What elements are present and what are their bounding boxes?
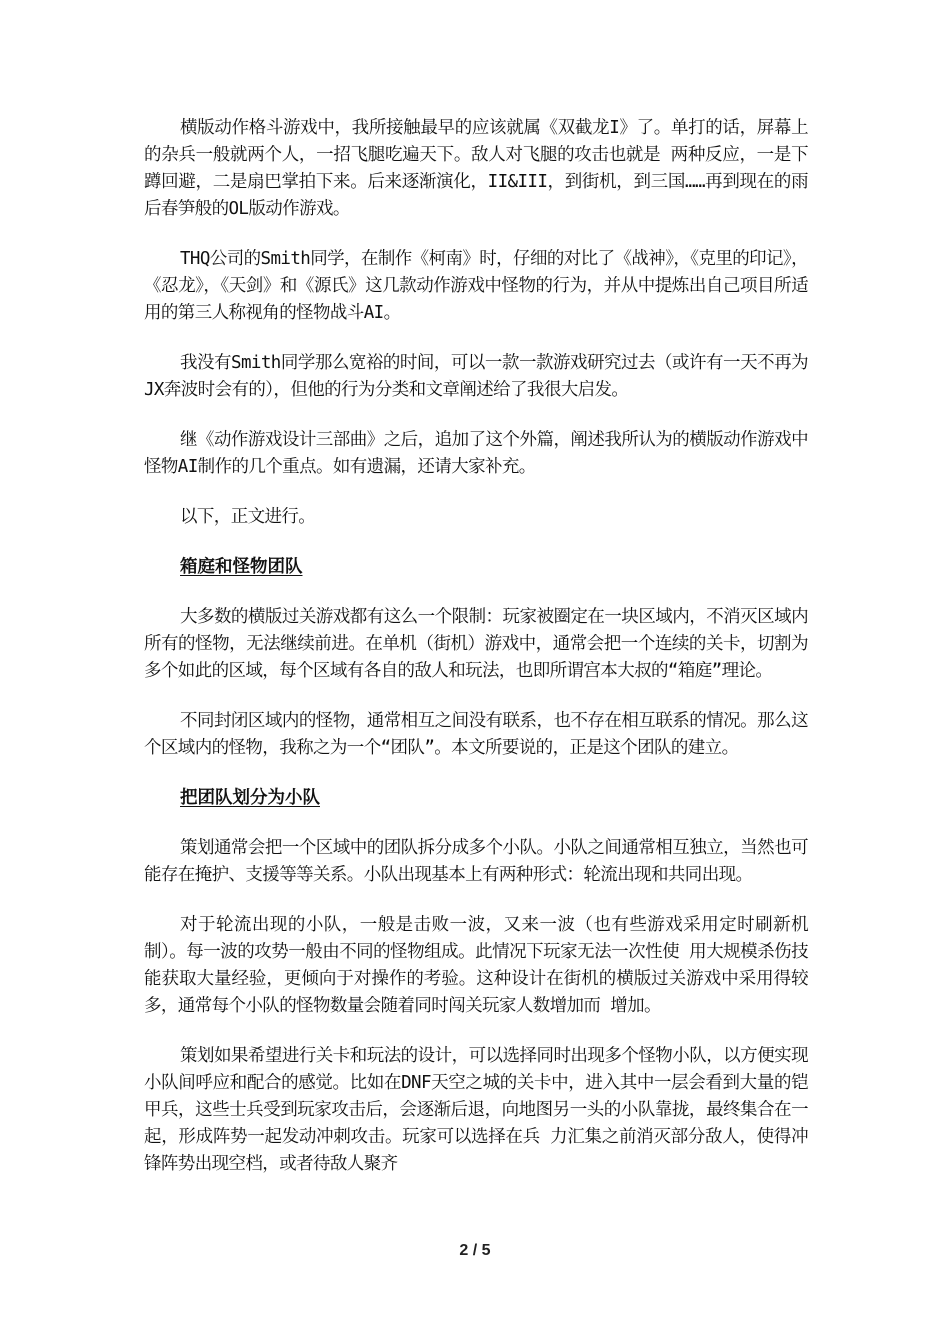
paragraph: 策划如果希望进行关卡和玩法的设计，可以选择同时出现多个怪物小队，以方便实现小队间呼应和配合的感觉。比如在DNF天空之城的关卡中，进入其中一层会看到大量的铠甲兵，这些士兵受到玩家攻击后，会逐渐后退，向地图另一头的小队靠拢，最终集合在一起，形成阵势一起发动冲刺攻击。玩家可以选择在兵 力汇集之前消灭部分敌人，使得冲锋阵势出现空档，或者待敌人聚齐 [144, 1046, 808, 1174]
page-content [144, 115, 808, 1201]
page-number: 2 / 5 [459, 1242, 491, 1259]
paragraph: 策划通常会把一个区域中的团队拆分成多个小队。小队之间通常相互独立，当然也可能存在掩护、支援等等关系。小队出现基本上有两种形式：轮流出现和共同出现。 [144, 838, 808, 885]
section-heading-box-garden: 箱庭和怪物团队 [180, 557, 303, 577]
paragraph: 我没有Smith同学那么宽裕的时间，可以一款一款游戏研究过去（或许有一天不再为JX奔波时会有的），但他的行为分类和文章阐述给了我很大启发。 [144, 353, 808, 400]
paragraph: THQ公司的Smith同学，在制作《柯南》时，仔细的对比了《战神》，《克里的印记》，《忍龙》，《天剑》和《源氏》这几款动作游戏中怪物的行为，并从中提炼出自己项目所适用的第三人称视角的怪物战斗AI。 [144, 249, 808, 323]
paragraph: 横版动作格斗游戏中，我所接触最早的应该就属《双截龙I》了。单打的话，屏幕上的杂兵一般就两个人，一招飞腿吃遍天下。敌人对飞腿的攻击也就是 两种反应，一是下蹲回避，二是扇巴掌拍下来。后来逐渐演化，II&III，到街机，到三国……再到现在的雨后春笋般的OL版动作游戏。 [144, 118, 808, 219]
paragraph: 大多数的横版过关游戏都有这么一个限制：玩家被圈定在一块区域内，不消灭区域内所有的怪物，无法继续前进。在单机（街机）游戏中，通常会把一个连续的关卡，切割为多个如此的区域，每个区域有各自的敌人和玩法，也即所谓宫本大叔的“箱庭”理论。 [144, 607, 808, 681]
paragraph: 以下，正文进行。 [180, 507, 316, 527]
paragraph: 继《动作游戏设计三部曲》之后，追加了这个外篇，阐述我所认为的横版动作游戏中怪物AI制作的几个重点。如有遗漏，还请大家补充。 [144, 430, 808, 477]
paragraph: 对于轮流出现的小队，一般是击败一波，又来一波（也有些游戏采用定时刷新机制）。每一波的攻势一般由不同的怪物组成。此情况下玩家无法一次性使 用大规模杀伤技能获取大量经验，更倾向于对操作的考验。这种设计在街机的横版过关游戏中采用得较多，通常每个小队的怪物数量会随着同时闯关玩家人数增加而 增加。 [144, 915, 808, 1016]
section-heading-squads: 把团队划分为小队 [180, 788, 320, 808]
paragraph: 不同封闭区域内的怪物，通常相互之间没有联系，也不存在相互联系的情况。那么这个区域内的怪物，我称之为一个“团队”。本文所要说的，正是这个团队的建立。 [144, 711, 808, 758]
